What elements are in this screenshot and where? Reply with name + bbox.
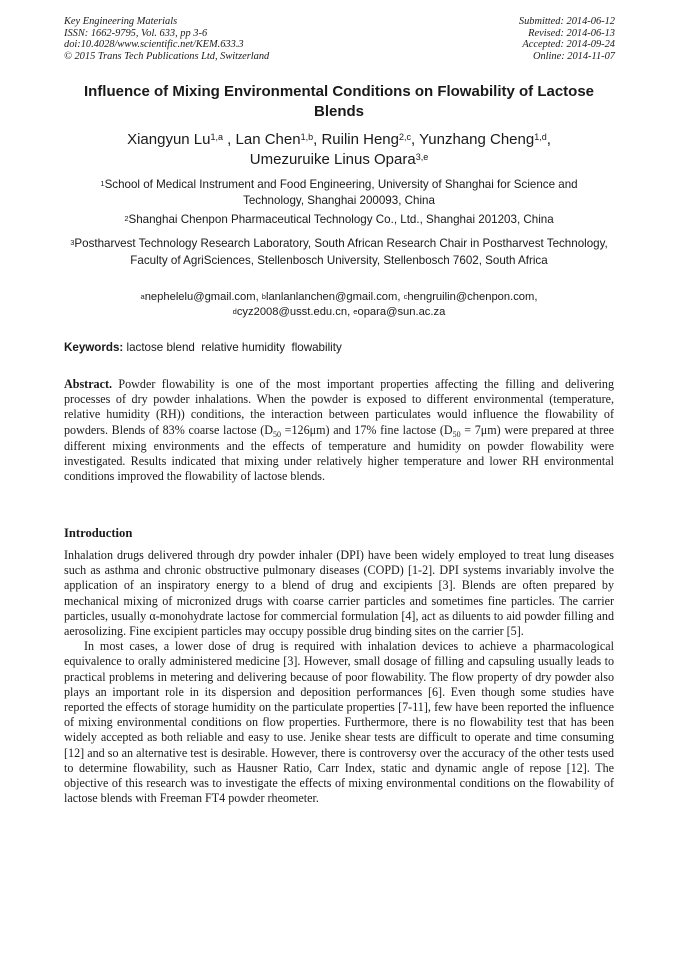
author-sup: 3,e xyxy=(415,151,429,162)
publication-dates xyxy=(519,16,615,62)
author-emails: $^a$nephelelu@gmail.com, $^b$lanlanlanchen@gmail.com, $^c$hengruilin@chenpon.com, $^d$cyz2008@usst.edu.cn, $^e$opara@sun.ac.za xyxy=(140,291,538,318)
date-submitted: Submitted: 2014-06-12 xyxy=(518,16,615,27)
email-link[interactable]: opara@sun.ac.za xyxy=(357,306,446,318)
author-list: Xiangyun Lu$^{1,a}$ , Lan Chen$^{1,b}$, Ruilin Heng$^{2,c}$, Yunzhang Cheng$^{1,d}$, Umezuruike Linus Opara$^{3,e}$ xyxy=(127,131,551,168)
author-name: Yunzhang Cheng xyxy=(419,131,535,148)
author-sup: 1,a xyxy=(210,132,224,142)
keywords xyxy=(64,341,342,354)
affiliation-2: $^2$Shanghai Chenpon Pharmaceutical Technology Co., Ltd., Shanghai 201203, China xyxy=(124,213,554,226)
author-name: Umezuruike Linus Opara xyxy=(249,150,416,168)
intro-paragraph: Inhalation drugs delivered through dry powder inhaler (DPI) have been widely employed to treat lung diseases such as asthma and chronic obstructive pulmonary diseases (COPD) [1-2]. DPI systems invariably involve the application of an inspiratory energy to a blend of drug and excipients [3]. Blends are often prepared by mechanical mixing of micronized drugs with coarse carrier particles and sometimes fine particles. The carrier particles, usually α-monohydrate lactose for commercial formulation [4], act as diluents to aid powder filling and aerosolizing. Fine excipient particles may occupy possible drug binding sites on the carrier [5]. xyxy=(64,548,614,639)
journal-name: Key Engineering Materials xyxy=(64,16,178,27)
date-revised: Revised: 2014-06-13 xyxy=(528,27,615,39)
introduction-body xyxy=(64,548,614,806)
email-link[interactable]: lanlanlanchen@gmail.com xyxy=(265,291,398,303)
email-link[interactable]: cyz2008@usst.edu.cn xyxy=(236,306,348,318)
author-name: Ruilin Heng xyxy=(321,131,399,148)
affiliation-1: $^1$School of Medical Instrument and Food Engineering, University of Shanghai for Science and Technology, Shanghai 200093, China xyxy=(100,178,578,207)
author-sup: 1,b xyxy=(300,132,314,142)
keywords-label: Keywords: xyxy=(64,341,124,354)
journal-info xyxy=(64,16,269,62)
journal-doi: doi:10.4028/www.scientific.net/KEM.633.3 xyxy=(64,39,244,51)
keywords-text: lactose blend relative humidity flowability xyxy=(126,341,342,354)
email-link[interactable]: hengruilin@chenpon.com xyxy=(407,291,535,303)
affiliation-3: $^3$Postharvest Technology Research Laboratory, South African Research Chair in Postharvest Technology, Faculty of AgriSciences, Stellenbosch University, Stellenbosch 7602, South Africa xyxy=(70,237,608,267)
author-sup: 1,d xyxy=(534,132,547,142)
journal-copyright: © 2015 Trans Tech Publications Ltd, Switzerland xyxy=(64,50,270,62)
email-link[interactable]: nephelelu@gmail.com xyxy=(144,291,256,303)
abstract-label: Abstract. xyxy=(64,377,113,391)
intro-paragraph: In most cases, a lower dose of drug is required with inhalation devices to achieve a pharmacological equivalence to orally administered medicine [3]. However, small dosage of filling and capsuling usually leads to practical problems in metering and delivering because of poor flowability. The flow property of dry powder also plays an important role in its dispersion and deposition performances [6]. Even though some studies have reported the effects of storage humidity on the particulate properties [7-11], few have been reported the influence of mixing environmental conditions on flow properties. Furthermore, there is no flowability test that has been widely accepted as both reliable and easy to use. Jenike shear tests are difficult to operate and time consuming [12] and so an alternative test is desirable. However, there is controversy over the accuracy of the other tests used to determine flowability, such as Hausner Ratio, Carr Index, static and dynamic angle of repose [12]. The objective of this research was to investigate the effects of mixing environmental conditions on the flowability of lactose blends with Freeman FT4 powder rheometer. xyxy=(64,639,614,806)
date-accepted: Accepted: 2014-09-24 xyxy=(522,39,615,51)
journal-issn: ISSN: 1662-9795, Vol. 633, pp 3-6 xyxy=(64,27,208,39)
date-online: Online: 2014-11-07 xyxy=(532,50,615,62)
author-name: Xiangyun Lu xyxy=(127,131,211,148)
author-name: Lan Chen xyxy=(235,131,301,148)
section-title-introduction: Introduction xyxy=(64,526,133,540)
abstract: Abstract. Powder flowability is one of the most important properties affecting the filling and delivering processes of dry powder inhalations. When the powder is exposed to different environmental (temperature, relative humidity (RH)) conditions, the interaction between particulates would influence the flowability of powders. Blends of 83% coarse lactose $(D_{50} =126\mu m)$ and 17% fine lactose $(D_{50} = 7\mu m)$ were prepared at three different mixing environments and the effects of temperature and humidity on powder flowability were investigated. Results indicated that mixing under relatively higher temperature and lower RH environmental conditions improved the flowability of lactose blends. xyxy=(64,377,615,484)
author-sup: 2,c xyxy=(399,132,412,142)
paper-title: Influence of Mixing Environmental Conditions on Flowability of Lactose Blends xyxy=(83,83,595,120)
